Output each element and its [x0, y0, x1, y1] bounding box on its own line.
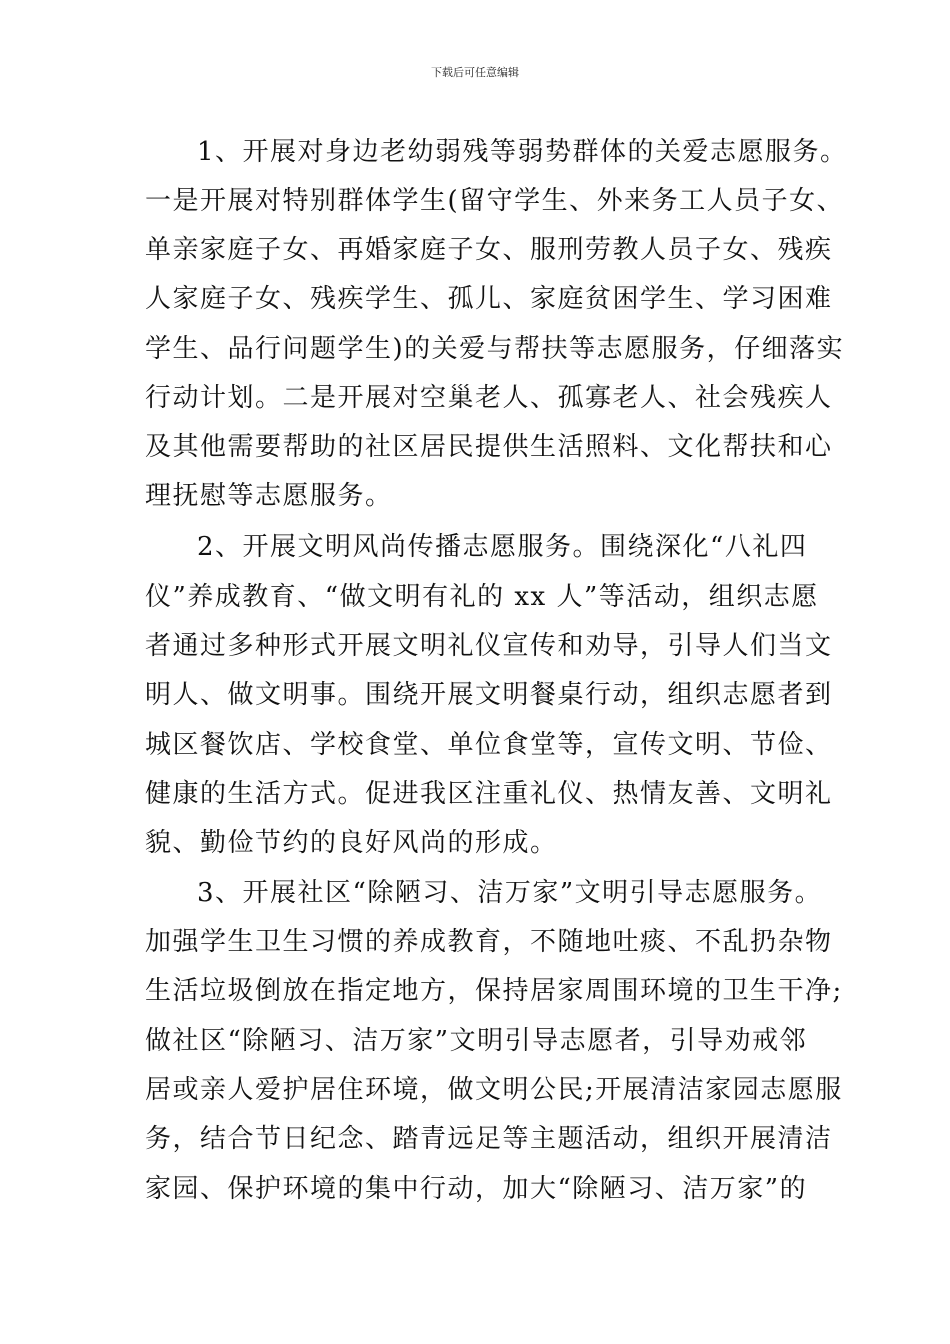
text-line: 貌、勤俭节约的良好风尚的形成。 [145, 828, 558, 858]
text-line: 学生、品行问题学生)的关爱与帮扶等志愿服务，仔细落实 [145, 334, 845, 364]
page-header: 下载后可任意编辑 [431, 66, 519, 79]
text-line: 健康的生活方式。促进我区注重礼仪、热情友善、文明礼 [145, 779, 833, 809]
text-line: 仪”养成教育、“做文明有礼的 xx 人”等活动，组织志愿 [145, 582, 819, 612]
text-line: 城区餐饮店、学校食堂、单位食堂等，宣传文明、节俭、 [145, 730, 833, 760]
text-line: 理抚慰等志愿服务。 [145, 481, 393, 511]
text-line: 3、开展社区“除陋习、洁万家”文明引导志愿服务。 [197, 878, 823, 908]
text-line: 做社区“除陋习、洁万家”文明引导志愿者，引导劝戒邻 [145, 1026, 808, 1056]
text-line: 家园、保护环境的集中行动，加大“除陋习、洁万家”的 [145, 1174, 808, 1204]
text-line: 一是开展对特别群体学生(留守学生、外来务工人员子女、 [145, 186, 845, 216]
text-line: 2、开展文明风尚传播志愿服务。围绕深化“八礼四 [197, 532, 808, 562]
text-line: 及其他需要帮助的社区居民提供生活照料、文化帮扶和心 [145, 432, 833, 462]
text-line: 1、开展对身边老幼弱残等弱势群体的关爱志愿服务。 [197, 137, 848, 167]
text-line: 人家庭子女、残疾学生、孤儿、家庭贫困学生、学习困难 [145, 284, 833, 314]
text-line: 者通过多种形式开展文明礼仪宣传和劝导，引导人们当文 [145, 631, 833, 661]
text-line: 明人、做文明事。围绕开展文明餐桌行动，组织志愿者到 [145, 680, 833, 710]
text-line: 务，结合节日纪念、踏青远足等主题活动，组织开展清洁 [145, 1124, 833, 1154]
text-line: 单亲家庭子女、再婚家庭子女、服刑劳教人员子女、残疾 [145, 235, 833, 265]
text-line: 加强学生卫生习惯的养成教育，不随地吐痰、不乱扔杂物 [145, 927, 833, 957]
text-line: 居或亲人爱护居住环境，做文明公民;开展清洁家园志愿服 [145, 1075, 843, 1105]
text-line: 行动计划。二是开展对空巢老人、孤寡老人、社会残疾人 [145, 383, 833, 413]
text-line: 生活垃圾倒放在指定地方，保持居家周围环境的卫生干净; [145, 976, 843, 1006]
